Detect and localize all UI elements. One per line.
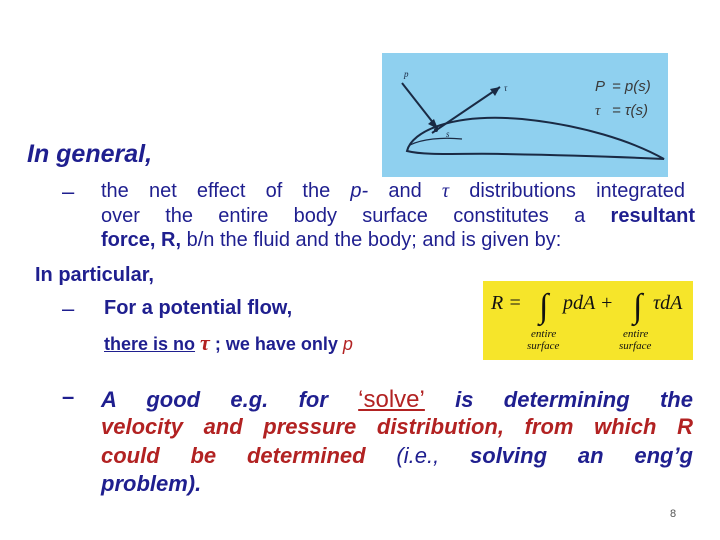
bullet-dash: –: [62, 296, 75, 321]
general-text: b/n the fluid and the body; and is given by:: [186, 229, 562, 251]
resultant-text: resultant: [610, 205, 696, 227]
bullet-dash: –: [62, 384, 75, 409]
formula-sub-2a: entire: [623, 328, 649, 340]
page-number: 8: [670, 508, 677, 520]
general-text: distributions integrated: [469, 180, 686, 202]
potential-flow-text: potential flow: [158, 297, 287, 319]
p-symbol: p-: [350, 180, 369, 202]
solve-text: solving an eng’g: [470, 443, 693, 468]
general-text: and: [388, 180, 422, 202]
no-tau-line: [104, 330, 353, 356]
solve-line-2: velocity and pressure distribution, from which R: [101, 414, 693, 439]
label-s: s: [446, 129, 450, 139]
resultant-formula-box: [483, 281, 693, 360]
formula-sub-1a: entire: [531, 328, 557, 340]
formula-sub-2b: surface: [619, 340, 652, 352]
airfoil-figure: [382, 53, 668, 177]
force-r-text: force, R,: [101, 229, 182, 251]
label-p: p: [404, 69, 409, 79]
only-p-text: ; we have only: [214, 334, 338, 354]
tau-symbol: τ: [200, 330, 210, 355]
ie-text: (i.e.,: [396, 443, 440, 468]
formula-term-1: pdA +: [563, 292, 614, 314]
solve-text: is determining the: [455, 387, 693, 412]
general-line-3: [101, 229, 561, 252]
potential-flow-line: [104, 297, 292, 320]
solve-word: ‘solve’: [358, 386, 425, 413]
flow-comma: ,: [286, 297, 293, 319]
section-heading-particular: In particular,: [35, 264, 154, 286]
eq-tau-lhs: τ: [595, 103, 601, 119]
no-tau-text: there is no: [104, 334, 196, 354]
airfoil-diagram: [382, 53, 668, 177]
resultant-formula: [483, 281, 693, 360]
bullet-dash: –: [62, 179, 75, 204]
solve-line-1: [101, 386, 693, 414]
general-text: the net effect of the: [101, 180, 331, 202]
eq-p-lhs: P: [595, 78, 606, 95]
eq-tau-rhs: = τ(s): [612, 102, 649, 119]
solve-line-4: problem).: [101, 471, 202, 496]
integral-sign: ∫: [539, 288, 549, 325]
solve-text: could be determined: [101, 443, 366, 468]
formula-sub-1b: surface: [527, 340, 560, 352]
solve-text: A good e.g. for: [101, 387, 328, 412]
tau-symbol: τ: [441, 180, 450, 202]
general-line-1: [101, 180, 685, 203]
flow-text: For a: [104, 297, 153, 319]
formula-lhs: R =: [491, 292, 522, 314]
general-text: over the entire body surface constitutes a: [101, 205, 586, 227]
eq-p-rhs: = p(s): [612, 78, 651, 95]
solve-line-3: [101, 443, 693, 469]
general-line-2: [101, 205, 695, 228]
section-heading-general: In general,: [27, 140, 153, 168]
integral-sign: ∫: [633, 288, 643, 325]
formula-term-2: τdA: [653, 292, 683, 314]
label-tau: τ: [504, 83, 508, 93]
p-symbol: p: [342, 334, 353, 354]
